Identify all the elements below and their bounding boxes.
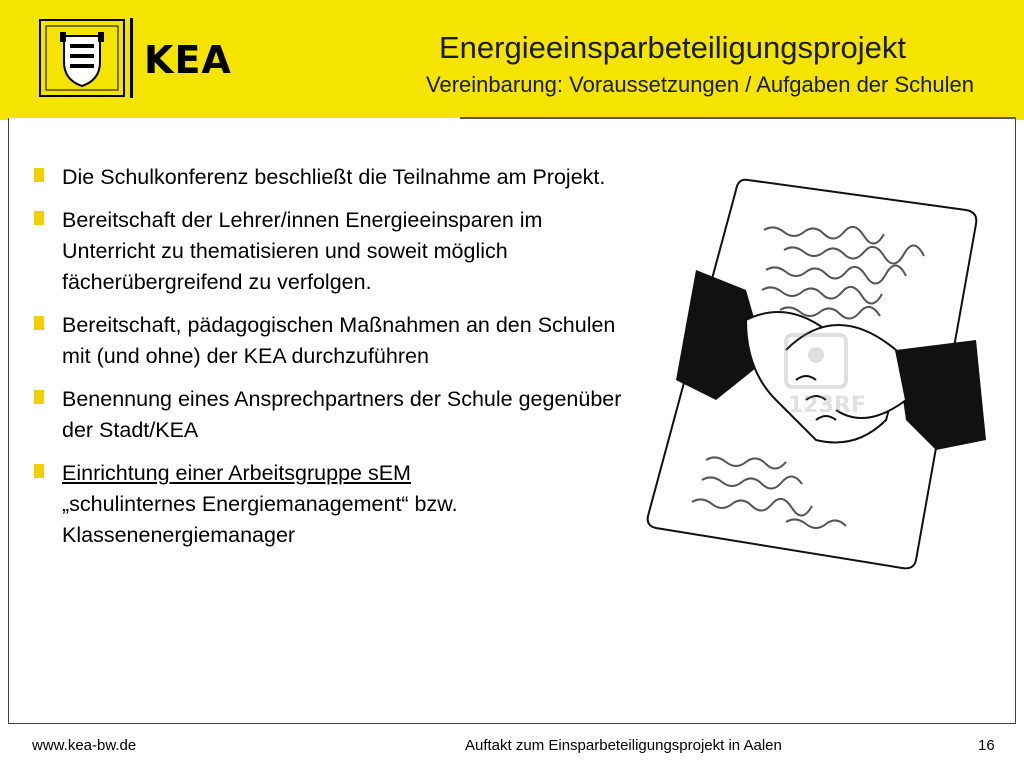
watermark-text: 123RF — [788, 393, 866, 418]
bullet-icon — [34, 464, 44, 478]
bullet-text: Benennung eines Ansprechpartners der Schule gegenüber der Stadt/KEA — [62, 387, 622, 442]
kea-logo — [10, 0, 310, 118]
bullet-text: „schulinternes Energiemanagement“ bzw. Klassenenergiemanager — [62, 492, 458, 547]
bullet-underlined-text: Einrichtung einer Arbeitsgruppe sEM — [62, 461, 411, 485]
list-item — [32, 384, 632, 446]
bullet-icon — [34, 168, 44, 182]
header-divider — [460, 117, 1016, 119]
page-number: 16 — [978, 737, 995, 754]
list-item — [32, 162, 632, 193]
bullet-icon — [34, 211, 44, 225]
header-bar — [0, 0, 1024, 120]
logo-text: KEA — [144, 38, 232, 82]
bullet-icon — [34, 390, 44, 404]
footer-website: www.kea-bw.de — [32, 737, 137, 754]
logo-divider — [130, 18, 133, 98]
bullet-text: Bereitschaft der Lehrer/innen Energieeinsparen im Unterricht zu thematisieren und soweit möglich fächerübergreifend zu verfolgen. — [62, 208, 543, 294]
list-item — [32, 310, 632, 372]
bullet-text: Die Schulkonferenz beschließt die Teilnahme am Projekt. — [62, 165, 606, 189]
list-item — [32, 458, 632, 551]
coat-of-arms-icon — [38, 18, 126, 98]
bullet-text: Bereitschaft, pädagogischen Maßnahmen an den Schulen mit (und ohne) der KEA durchzuführen — [62, 313, 616, 368]
bullet-icon — [34, 316, 44, 330]
footer-event: Auftakt zum Einsparbeteiligungsprojekt in Aalen — [465, 737, 782, 754]
page-subtitle: Vereinbarung: Voraussetzungen / Aufgaben der Schulen — [426, 72, 974, 97]
list-item — [32, 205, 632, 298]
bullet-list — [32, 162, 632, 563]
handshake-contract-illustration — [636, 150, 1012, 580]
page-title: Energieeinsparbeteiligungsprojekt — [438, 30, 906, 65]
